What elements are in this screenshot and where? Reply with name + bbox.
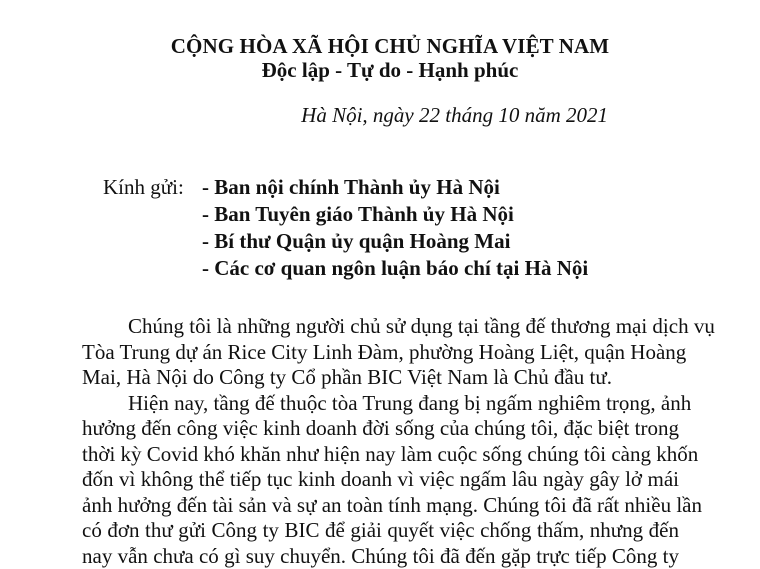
date-line: Hà Nội, ngày 22 tháng 10 năm 2021: [301, 102, 608, 128]
text-line: hưởng đến công việc kinh doanh đời sống của chúng tôi, đặc biệt trong: [82, 416, 679, 442]
text-line: nay vẫn chưa có gì suy chuyển. Chúng tôi đã đến gặp trực tiếp Công ty: [82, 544, 679, 569]
recipient-item: - Bí thư Quận ủy quận Hoàng Mai: [202, 228, 588, 255]
text-line: Hiện nay, tầng đế thuộc tòa Trung đang bị ngấm nghiêm trọng, ảnh: [82, 391, 679, 417]
text-line: Mai, Hà Nội do Công ty Cổ phần BIC Việt Nam là Chủ đầu tư.: [82, 365, 679, 391]
recipient-item: - Ban Tuyên giáo Thành ủy Hà Nội: [202, 201, 588, 228]
text-line: đốn vì không thể tiếp tục kinh doanh vì việc ngấm lâu ngày gây lở mái: [82, 467, 679, 493]
text-line: thời kỳ Covid khó khăn như hiện nay làm cuộc sống chúng tôi càng khốn: [82, 442, 679, 468]
national-title: CỘNG HÒA XÃ HỘI CHỦ NGHĨA VIỆT NAM: [0, 33, 760, 59]
body-paragraph-2: [82, 391, 679, 569]
text-line: Chúng tôi là những người chủ sử dụng tại tầng đế thương mại dịch vụ: [82, 314, 679, 340]
recipients-label: Kính gửi:: [103, 174, 184, 200]
body-paragraph-1: [82, 314, 679, 391]
recipient-item: - Các cơ quan ngôn luận báo chí tại Hà Nội: [202, 255, 588, 282]
recipient-item: - Ban nội chính Thành ủy Hà Nội: [202, 174, 588, 201]
national-motto: Độc lập - Tự do - Hạnh phúc: [0, 57, 760, 83]
recipients-list: [202, 174, 588, 282]
text-line: ảnh hưởng đến tài sản và sự an toàn tính mạng. Chúng tôi đã rất nhiều lần: [82, 493, 679, 519]
letter-body: [82, 314, 679, 569]
text-line: Tòa Trung dự án Rice City Linh Đàm, phường Hoàng Liệt, quận Hoàng: [82, 340, 679, 366]
text-line: có đơn thư gửi Công ty BIC để giải quyết việc chống thấm, nhưng đến: [82, 518, 679, 544]
